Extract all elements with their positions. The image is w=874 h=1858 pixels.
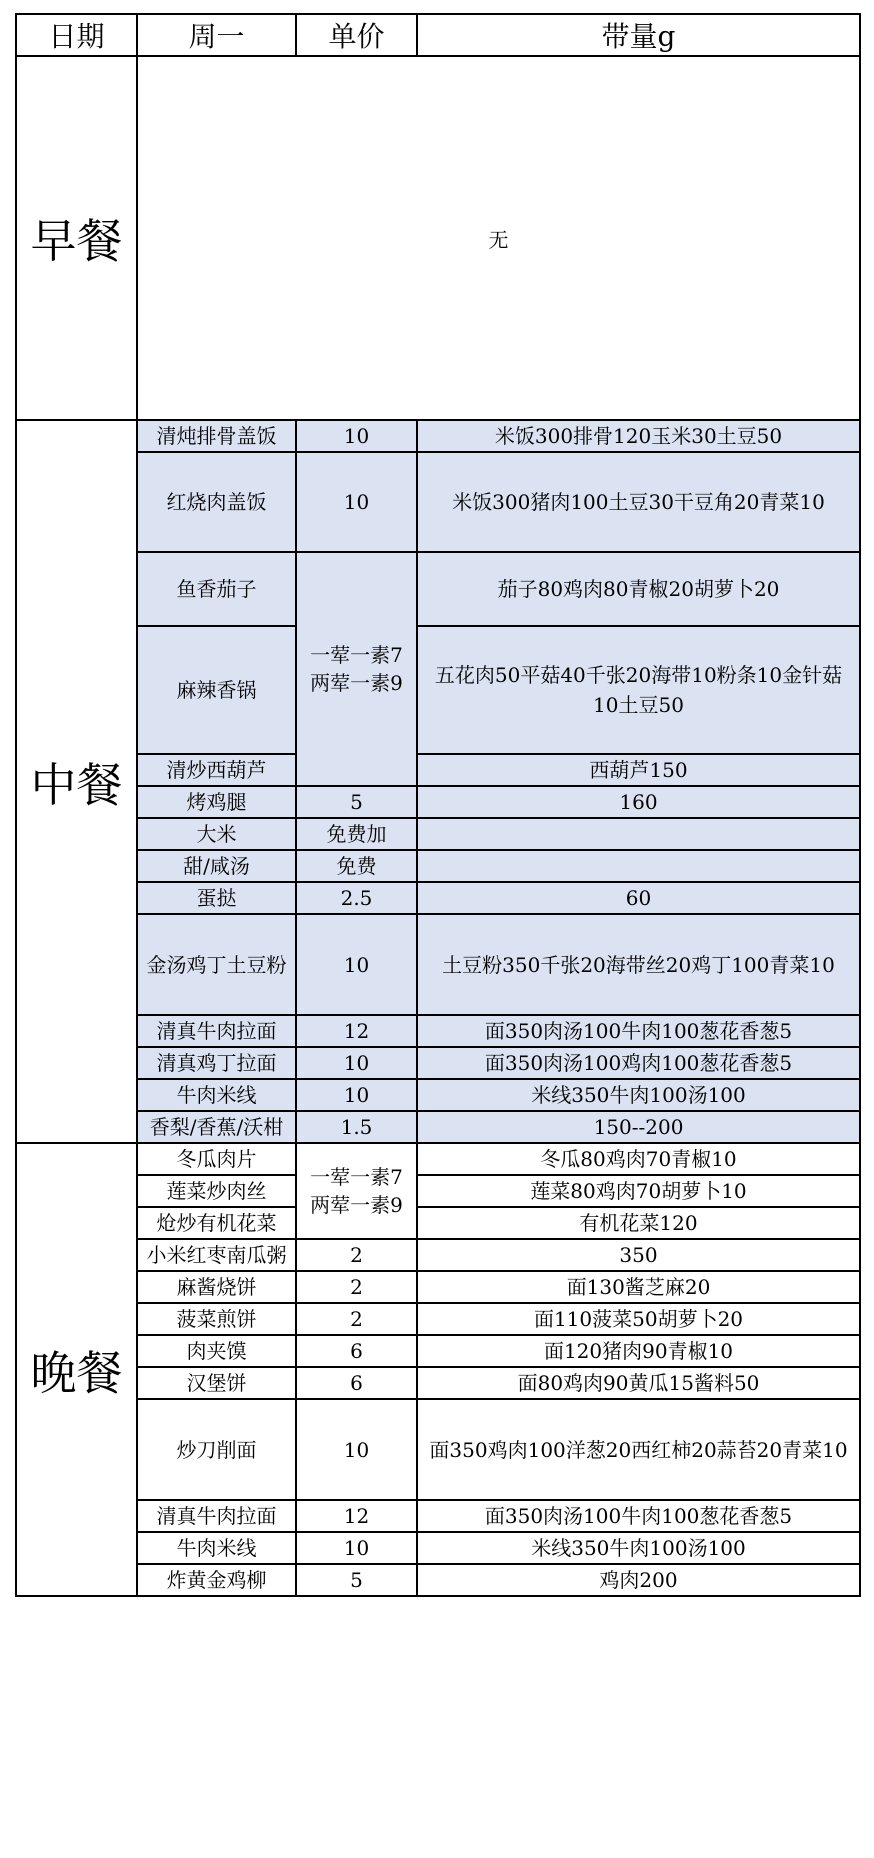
lunch-row	[16, 452, 860, 552]
dish-name: 麻酱烧饼	[137, 1271, 296, 1303]
dinner-row	[16, 1564, 860, 1596]
dish-name: 莲菜炒肉丝	[137, 1175, 296, 1207]
lunch-row	[16, 818, 860, 850]
dish-portion	[417, 850, 860, 882]
dish-portion: 面80鸡肉90黄瓜15酱料50	[417, 1367, 860, 1399]
dish-price: 2	[296, 1271, 417, 1303]
dish-name: 冬瓜肉片	[137, 1143, 296, 1175]
dish-price: 1.5	[296, 1111, 417, 1143]
dish-portion: 冬瓜80鸡肉70青椒10	[417, 1143, 860, 1175]
dish-portion: 面350鸡肉100洋葱20西红柿20蒜苔20青菜10	[417, 1399, 860, 1500]
lunch-row	[16, 850, 860, 882]
dish-price: 免费加	[296, 818, 417, 850]
dinner-row	[16, 1399, 860, 1500]
dish-portion: 150--200	[417, 1111, 860, 1143]
dish-name: 鱼香茄子	[137, 552, 296, 626]
dish-portion: 土豆粉350千张20海带丝20鸡丁100青菜10	[417, 914, 860, 1015]
dish-name: 清真牛肉拉面	[137, 1015, 296, 1047]
dinner-row	[16, 1335, 860, 1367]
dish-name: 麻辣香锅	[137, 626, 296, 754]
lunch-row	[16, 754, 860, 786]
dish-name: 汉堡饼	[137, 1367, 296, 1399]
dish-price: 12	[296, 1500, 417, 1532]
dish-name: 炒刀削面	[137, 1399, 296, 1500]
dinner-row	[16, 1532, 860, 1564]
dish-portion: 面350肉汤100鸡肉100葱花香葱5	[417, 1047, 860, 1079]
dish-price: 10	[296, 420, 417, 452]
dinner-section	[16, 1143, 860, 1596]
dish-name: 清真牛肉拉面	[137, 1500, 296, 1532]
dish-portion: 茄子80鸡肉80青椒20胡萝卜20	[417, 552, 860, 626]
dish-name: 肉夹馍	[137, 1335, 296, 1367]
dinner-row	[16, 1239, 860, 1271]
lunch-row	[16, 786, 860, 818]
dish-name: 炝炒有机花菜	[137, 1207, 296, 1239]
dish-portion: 面120猪肉90青椒10	[417, 1335, 860, 1367]
dish-price: 12	[296, 1015, 417, 1047]
dish-name: 炸黄金鸡柳	[137, 1564, 296, 1596]
menu-table	[15, 13, 861, 1597]
dish-portion: 面350肉汤100牛肉100葱花香葱5	[417, 1015, 860, 1047]
lunch-row	[16, 1111, 860, 1143]
dish-portion: 鸡肉200	[417, 1564, 860, 1596]
dish-price: 10	[296, 1047, 417, 1079]
dinner-row	[16, 1207, 860, 1239]
dish-name: 牛肉米线	[137, 1532, 296, 1564]
dish-portion: 350	[417, 1239, 860, 1271]
dish-portion: 五花肉50平菇40千张20海带10粉条10金针菇10土豆50	[417, 626, 860, 754]
dish-price: 10	[296, 1532, 417, 1564]
dish-name: 清真鸡丁拉面	[137, 1047, 296, 1079]
combo-price: 一荤一素7 两荤一素9	[296, 1143, 417, 1239]
meal-label-lunch: 中餐	[16, 420, 137, 1143]
lunch-row	[16, 914, 860, 1015]
dish-portion	[417, 818, 860, 850]
dish-portion: 面110菠菜50胡萝卜20	[417, 1303, 860, 1335]
dish-price: 免费	[296, 850, 417, 882]
lunch-row	[16, 1015, 860, 1047]
lunch-section	[16, 420, 860, 1143]
dish-name: 金汤鸡丁土豆粉	[137, 914, 296, 1015]
dish-name: 香梨/香蕉/沃柑	[137, 1111, 296, 1143]
dish-price: 10	[296, 1399, 417, 1500]
header-date: 日期	[16, 14, 137, 56]
dish-name: 蛋挞	[137, 882, 296, 914]
dish-name: 大米	[137, 818, 296, 850]
breakfast-row	[16, 56, 860, 420]
lunch-row	[16, 626, 860, 754]
dish-price: 6	[296, 1335, 417, 1367]
dish-portion: 160	[417, 786, 860, 818]
dish-portion: 莲菜80鸡肉70胡萝卜10	[417, 1175, 860, 1207]
dish-name: 小米红枣南瓜粥	[137, 1239, 296, 1271]
dish-price: 2.5	[296, 882, 417, 914]
header-portion: 带量g	[417, 14, 860, 56]
dish-price: 10	[296, 1079, 417, 1111]
dish-portion: 面130酱芝麻20	[417, 1271, 860, 1303]
dish-name: 清炒西葫芦	[137, 754, 296, 786]
dish-portion: 60	[417, 882, 860, 914]
header-price: 单价	[296, 14, 417, 56]
dish-portion: 西葫芦150	[417, 754, 860, 786]
dinner-row	[16, 1175, 860, 1207]
dish-name: 菠菜煎饼	[137, 1303, 296, 1335]
lunch-row	[16, 1047, 860, 1079]
dish-price: 2	[296, 1303, 417, 1335]
lunch-row	[16, 882, 860, 914]
dish-price: 10	[296, 914, 417, 1015]
dish-portion: 面350肉汤100牛肉100葱花香葱5	[417, 1500, 860, 1532]
dish-price: 6	[296, 1367, 417, 1399]
dish-name: 甜/咸汤	[137, 850, 296, 882]
dish-portion: 米线350牛肉100汤100	[417, 1079, 860, 1111]
dinner-row	[16, 1303, 860, 1335]
dish-price: 10	[296, 452, 417, 552]
dish-price: 5	[296, 1564, 417, 1596]
dish-name: 烤鸡腿	[137, 786, 296, 818]
header-day: 周一	[137, 14, 296, 56]
dish-price: 5	[296, 786, 417, 818]
dish-portion: 米饭300猪肉100土豆30干豆角20青菜10	[417, 452, 860, 552]
dish-price: 2	[296, 1239, 417, 1271]
meal-label-dinner: 晚餐	[16, 1143, 137, 1596]
dish-portion: 有机花菜120	[417, 1207, 860, 1239]
dinner-row	[16, 1500, 860, 1532]
dinner-row	[16, 1143, 860, 1175]
combo-price: 一荤一素7 两荤一素9	[296, 552, 417, 786]
dish-name: 牛肉米线	[137, 1079, 296, 1111]
breakfast-none: 无	[137, 56, 860, 420]
header-row	[16, 14, 860, 56]
dish-name: 清炖排骨盖饭	[137, 420, 296, 452]
lunch-row	[16, 1079, 860, 1111]
meal-label-breakfast: 早餐	[16, 56, 137, 420]
dish-portion: 米饭300排骨120玉米30土豆50	[417, 420, 860, 452]
dish-name: 红烧肉盖饭	[137, 452, 296, 552]
dinner-row	[16, 1271, 860, 1303]
lunch-row	[16, 552, 860, 626]
dinner-row	[16, 1367, 860, 1399]
dish-portion: 米线350牛肉100汤100	[417, 1532, 860, 1564]
lunch-row	[16, 420, 860, 452]
